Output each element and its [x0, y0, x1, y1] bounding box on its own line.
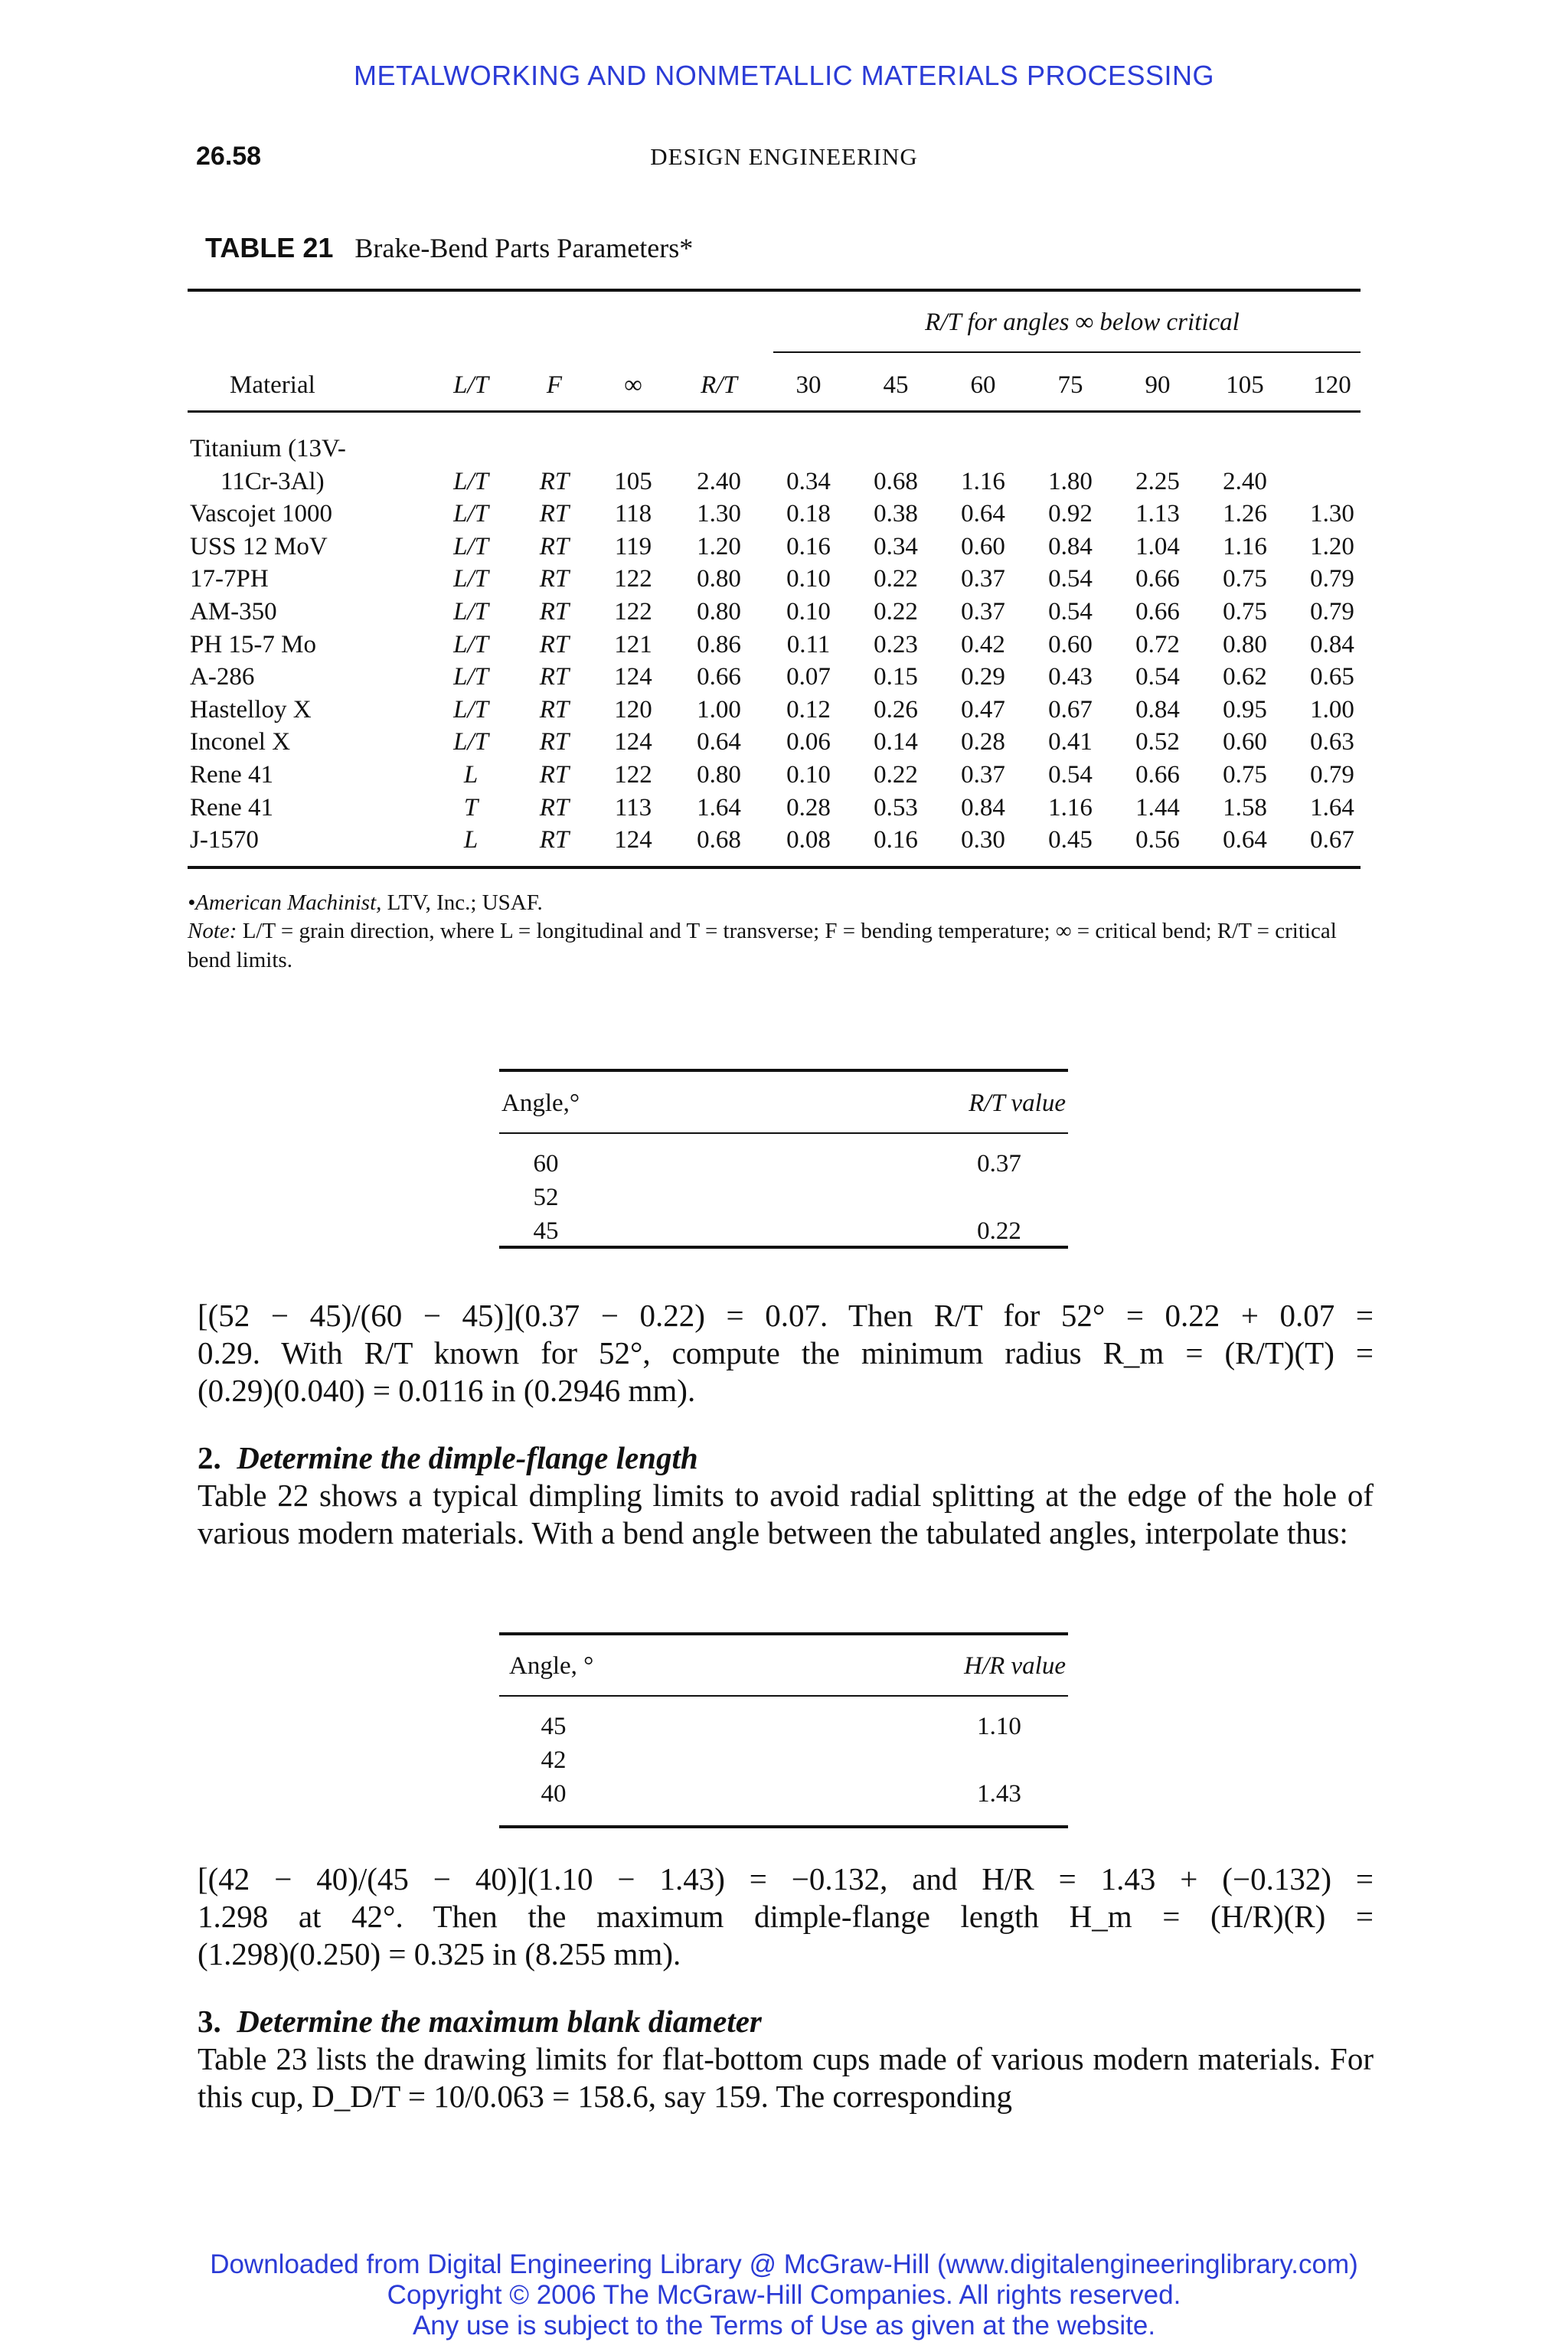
table-cell: 0.72 [1135, 631, 1180, 658]
paragraph-1-line-1: [(52 − 45)/(60 − 45)](0.37 − 0.22) = 0.07. Then R/T for 52° = 0.22 + 0.07 = [198, 1298, 1374, 1333]
table-cell: L/T [453, 598, 488, 626]
table-cell: 0.68 [874, 468, 918, 495]
table-cell: RT [539, 533, 570, 560]
material-cell: Inconel X [190, 728, 291, 756]
section-2-heading: 2. Determine the dimple-flange length [198, 1440, 698, 1475]
table-cell: 0.60 [961, 533, 1005, 560]
table-bottom-rule [188, 866, 1361, 869]
table-cell: 0.66 [1135, 565, 1180, 593]
table-cell: 0.28 [961, 728, 1005, 756]
table-cell: L/T [453, 565, 488, 593]
table-cell: 0.62 [1223, 663, 1267, 691]
table-cell: L/T [453, 663, 488, 691]
table-cell: 0.54 [1135, 663, 1180, 691]
table-cell: L/T [453, 696, 488, 724]
table-cell: 0.66 [1135, 598, 1180, 626]
angle-cell: 40 [541, 1780, 567, 1808]
material-cell: A-286 [190, 663, 255, 691]
itable2-bottom-rule [499, 1825, 1068, 1828]
table-cell: 0.30 [961, 826, 1005, 854]
table-cell: 0.37 [961, 565, 1005, 593]
table-cell: L/T [453, 728, 488, 756]
table-cell: 122 [614, 598, 652, 626]
table-cell: RT [539, 468, 570, 495]
column-header: 120 [1313, 371, 1351, 399]
table-cell: 1.04 [1135, 533, 1180, 560]
material-cell: USS 12 MoV [190, 533, 328, 560]
table-cell: 122 [614, 565, 652, 593]
table-cell: 0.84 [1048, 533, 1093, 560]
table-cell: 0.06 [786, 728, 831, 756]
table-cell: 0.68 [697, 826, 741, 854]
table-cell: 120 [614, 696, 652, 724]
footer-line-2: Copyright © 2006 The McGraw-Hill Companies. All rights reserved. [387, 2280, 1181, 2310]
table-cell: 0.84 [1310, 631, 1354, 658]
table-cell: RT [539, 794, 570, 822]
material-cell: Hastelloy X [190, 696, 312, 724]
table-cell: RT [539, 663, 570, 691]
download-footer [0, 2249, 1568, 2341]
table-cell: 1.00 [697, 696, 741, 724]
table-cell: 1.26 [1223, 500, 1267, 528]
table-cell: 1.20 [697, 533, 741, 560]
paragraph-2-line-1: [(42 − 40)/(45 − 40)](1.10 − 1.43) = −0.132, and H/R = 1.43 + (−0.132) = [198, 1861, 1374, 1896]
table-cell: 121 [614, 631, 652, 658]
running-title: DESIGN ENGINEERING [650, 143, 918, 170]
collection-banner: METALWORKING AND NONMETALLIC MATERIALS PROCESSING [354, 60, 1214, 91]
table-cell: 113 [614, 794, 652, 822]
table-cell: 0.79 [1310, 565, 1354, 593]
table-cell: 0.54 [1048, 761, 1093, 789]
itable2-col2-header: H/R value [964, 1652, 1066, 1680]
table-cell: T [463, 794, 479, 822]
table-cell: 0.67 [1048, 696, 1093, 724]
column-header: F [546, 371, 563, 399]
table-cell: 1.44 [1135, 794, 1180, 822]
table-cell: 1.64 [1310, 794, 1354, 822]
table-cell: 124 [614, 663, 652, 691]
table-cell: 0.65 [1310, 663, 1354, 691]
table-note [188, 916, 1367, 975]
table-cell: 0.18 [786, 500, 831, 528]
table-cell: 0.84 [1135, 696, 1180, 724]
column-header: 105 [1226, 371, 1264, 399]
table-cell: 1.16 [961, 468, 1005, 495]
table-cell: RT [539, 696, 570, 724]
material-cell: 17-7PH [190, 565, 269, 593]
table-cell: RT [539, 565, 570, 593]
table-cell: 0.52 [1135, 728, 1180, 756]
section-3-body: Table 23 lists the drawing limits for flat-bottom cups made of various modern materials. For this cup, D_D/T = 10/0.063 = 158.6, say 159. The corresponding [198, 2041, 1374, 2114]
itable1-col2-header: R/T value [969, 1089, 1066, 1117]
table-label: TABLE 21 [205, 232, 334, 263]
table-cell: 0.80 [697, 598, 741, 626]
table-cell: 0.80 [697, 565, 741, 593]
table-cell: 1.16 [1223, 533, 1267, 560]
material-cell: Rene 41 [190, 761, 274, 789]
angle-cell: 52 [533, 1184, 559, 1211]
table-title: Brake-Bend Parts Parameters* [354, 233, 694, 263]
section-3-heading: 3. Determine the maximum blank diameter [198, 2004, 762, 2039]
table-cell: 2.40 [697, 468, 741, 495]
footer-line-3: Any use is subject to the Terms of Use as given at the website. [412, 2311, 1156, 2341]
table-cell: 0.12 [786, 696, 831, 724]
itable2-top-rule [499, 1632, 1068, 1635]
table-cell: 0.54 [1048, 565, 1093, 593]
column-header: L/T [453, 371, 488, 399]
itable1-col1-header: Angle,° [501, 1089, 580, 1117]
table-cell: 0.28 [786, 794, 831, 822]
table-cell: 0.08 [786, 826, 831, 854]
table-cell: 119 [614, 533, 652, 560]
table-cell: 124 [614, 826, 652, 854]
table-cell: 0.22 [874, 761, 918, 789]
table-cell: 1.58 [1223, 794, 1267, 822]
table-caption [205, 232, 693, 264]
table-cell: L [463, 761, 479, 789]
table-cell: 0.86 [697, 631, 741, 658]
span-header-rule [773, 351, 1361, 353]
table-cell: 0.66 [1135, 761, 1180, 789]
table-cell: 105 [614, 468, 652, 495]
table-cell: 0.23 [874, 631, 918, 658]
material-cell: 11Cr-3Al) [220, 468, 325, 495]
table-cell: 0.67 [1310, 826, 1354, 854]
table-cell: 1.16 [1048, 794, 1093, 822]
source-italic: American Machinist, [195, 890, 382, 915]
table-cell: 0.14 [874, 728, 918, 756]
span-header: R/T for angles ∞ below critical [925, 309, 1240, 336]
material-cell: J-1570 [190, 826, 259, 854]
table-cell: 0.54 [1048, 598, 1093, 626]
section-2-body: Table 22 shows a typical dimpling limits to avoid radial splitting at the edge of the hole of various modern materials. With a bend angle between the tabulated angles, interpolate thus: [198, 1478, 1374, 1550]
table-cell: 0.15 [874, 663, 918, 691]
table-cell: RT [539, 598, 570, 626]
table-cell: 118 [614, 500, 652, 528]
material-cell: PH 15-7 Mo [190, 631, 317, 658]
table-cell: 0.42 [961, 631, 1005, 658]
table-top-rule [188, 289, 1361, 292]
table-cell: 1.00 [1310, 696, 1354, 724]
table-cell: 0.64 [1223, 826, 1267, 854]
table-cell: RT [539, 631, 570, 658]
paragraph-2-line-3: (1.298)(0.250) = 0.325 in (8.255 mm). [198, 1936, 681, 1971]
column-header: 45 [883, 371, 909, 399]
column-header: 30 [795, 371, 822, 399]
table-cell: 124 [614, 728, 652, 756]
table-cell: 0.60 [1048, 631, 1093, 658]
angle-cell: 60 [533, 1150, 559, 1178]
table-cell: 1.20 [1310, 533, 1354, 560]
table-cell: 0.10 [786, 761, 831, 789]
table-cell: 0.16 [874, 826, 918, 854]
table-cell: 0.53 [874, 794, 918, 822]
table-cell: 0.80 [697, 761, 741, 789]
column-header: R/T [701, 371, 737, 399]
table-cell: L/T [453, 631, 488, 658]
footer-line-1: Downloaded from Digital Engineering Library @ McGraw-Hill (www.digitalengineeringlibrary.com) [210, 2249, 1358, 2279]
note-label: Note: [188, 919, 237, 943]
column-header: ∞ [624, 371, 642, 399]
table-cell: 0.79 [1310, 761, 1354, 789]
table-cell: 0.07 [786, 663, 831, 691]
table-cell: 0.92 [1048, 500, 1093, 528]
table-cell: 0.10 [786, 565, 831, 593]
table-cell: 0.22 [874, 565, 918, 593]
table-cell: 0.34 [786, 468, 831, 495]
table-cell: 0.84 [961, 794, 1005, 822]
table-cell: 0.45 [1048, 826, 1093, 854]
value-cell: 1.43 [977, 1780, 1021, 1808]
table-cell: 0.47 [961, 696, 1005, 724]
paragraph-2-line-2: 1.298 at 42°. Then the maximum dimple-flange length H_m = (H/R)(R) = [198, 1899, 1374, 1934]
table-cell: 1.64 [697, 794, 741, 822]
table-cell: 0.10 [786, 598, 831, 626]
table-cell: 0.26 [874, 696, 918, 724]
table-cell: 0.37 [961, 598, 1005, 626]
itable1-bottom-rule [499, 1246, 1068, 1249]
source-rest: LTV, Inc.; USAF. [387, 890, 543, 915]
itable2-header-rule [499, 1695, 1068, 1697]
table-cell: 0.16 [786, 533, 831, 560]
value-cell: 0.37 [977, 1150, 1021, 1178]
column-header: 60 [970, 371, 996, 399]
table-cell: 0.38 [874, 500, 918, 528]
table-cell: 0.41 [1048, 728, 1093, 756]
table-cell: 0.95 [1223, 696, 1267, 724]
table-cell: 0.60 [1223, 728, 1267, 756]
column-header: 75 [1057, 371, 1083, 399]
table-cell: 0.34 [874, 533, 918, 560]
value-cell: 1.10 [977, 1713, 1021, 1740]
table-cell: RT [539, 500, 570, 528]
table-footnote-source: •American Machinist, LTV, Inc.; USAF. [188, 890, 543, 915]
table-cell: 1.13 [1135, 500, 1180, 528]
itable1-header-rule [499, 1132, 1068, 1134]
header-rule [188, 410, 1361, 413]
table-cell: 1.80 [1048, 468, 1093, 495]
table-cell: 0.75 [1223, 761, 1267, 789]
paragraph-1-line-3: (0.29)(0.040) = 0.0116 in (0.2946 mm). [198, 1373, 696, 1408]
table-cell: 0.79 [1310, 598, 1354, 626]
column-header: 90 [1145, 371, 1171, 399]
table-cell: 0.29 [961, 663, 1005, 691]
angle-cell: 45 [541, 1713, 567, 1740]
page-number: 26.58 [196, 142, 262, 171]
table-cell: RT [539, 826, 570, 854]
table-cell: 0.11 [786, 631, 831, 658]
table-cell: 2.25 [1135, 468, 1180, 495]
table-cell: 0.63 [1310, 728, 1354, 756]
table-cell: L/T [453, 500, 488, 528]
table-cell: 0.64 [961, 500, 1005, 528]
paragraph-1-line-2: 0.29. With R/T known for 52°, compute the minimum radius R_m = (R/T)(T) = [198, 1335, 1374, 1370]
table-cell: 0.22 [874, 598, 918, 626]
table-cell: 0.43 [1048, 663, 1093, 691]
itable1-top-rule [499, 1069, 1068, 1072]
table-cell: L/T [453, 468, 488, 495]
angle-cell: 45 [533, 1217, 559, 1245]
table-cell: 0.56 [1135, 826, 1180, 854]
table-cell: 0.75 [1223, 598, 1267, 626]
table-cell: 1.30 [1310, 500, 1354, 528]
material-cell: Rene 41 [190, 794, 274, 822]
angle-cell: 42 [541, 1746, 567, 1774]
table-cell: 0.66 [697, 663, 741, 691]
table-cell: 0.75 [1223, 565, 1267, 593]
table-cell: RT [539, 728, 570, 756]
table-cell: 0.37 [961, 761, 1005, 789]
table-cell: L [463, 826, 479, 854]
material-cell: Titanium (13V- [190, 435, 346, 462]
material-cell: Vascojet 1000 [190, 500, 333, 528]
table-cell: 0.64 [697, 728, 741, 756]
note-text: L/T = grain direction, where L = longitudinal and T = transverse; F = bending temperature; ∞ = critical bend; R/T = critical bend limits. [188, 919, 1337, 972]
value-cell: 0.22 [977, 1217, 1021, 1245]
itable2-col1-header: Angle, ° [509, 1652, 594, 1680]
table-cell: 122 [614, 761, 652, 789]
column-header: Material [230, 371, 315, 399]
table-cell: L/T [453, 533, 488, 560]
material-cell: AM-350 [190, 598, 277, 626]
table-cell: 1.30 [697, 500, 741, 528]
table-cell: 2.40 [1223, 468, 1267, 495]
table-cell: RT [539, 761, 570, 789]
table-cell: 0.80 [1223, 631, 1267, 658]
